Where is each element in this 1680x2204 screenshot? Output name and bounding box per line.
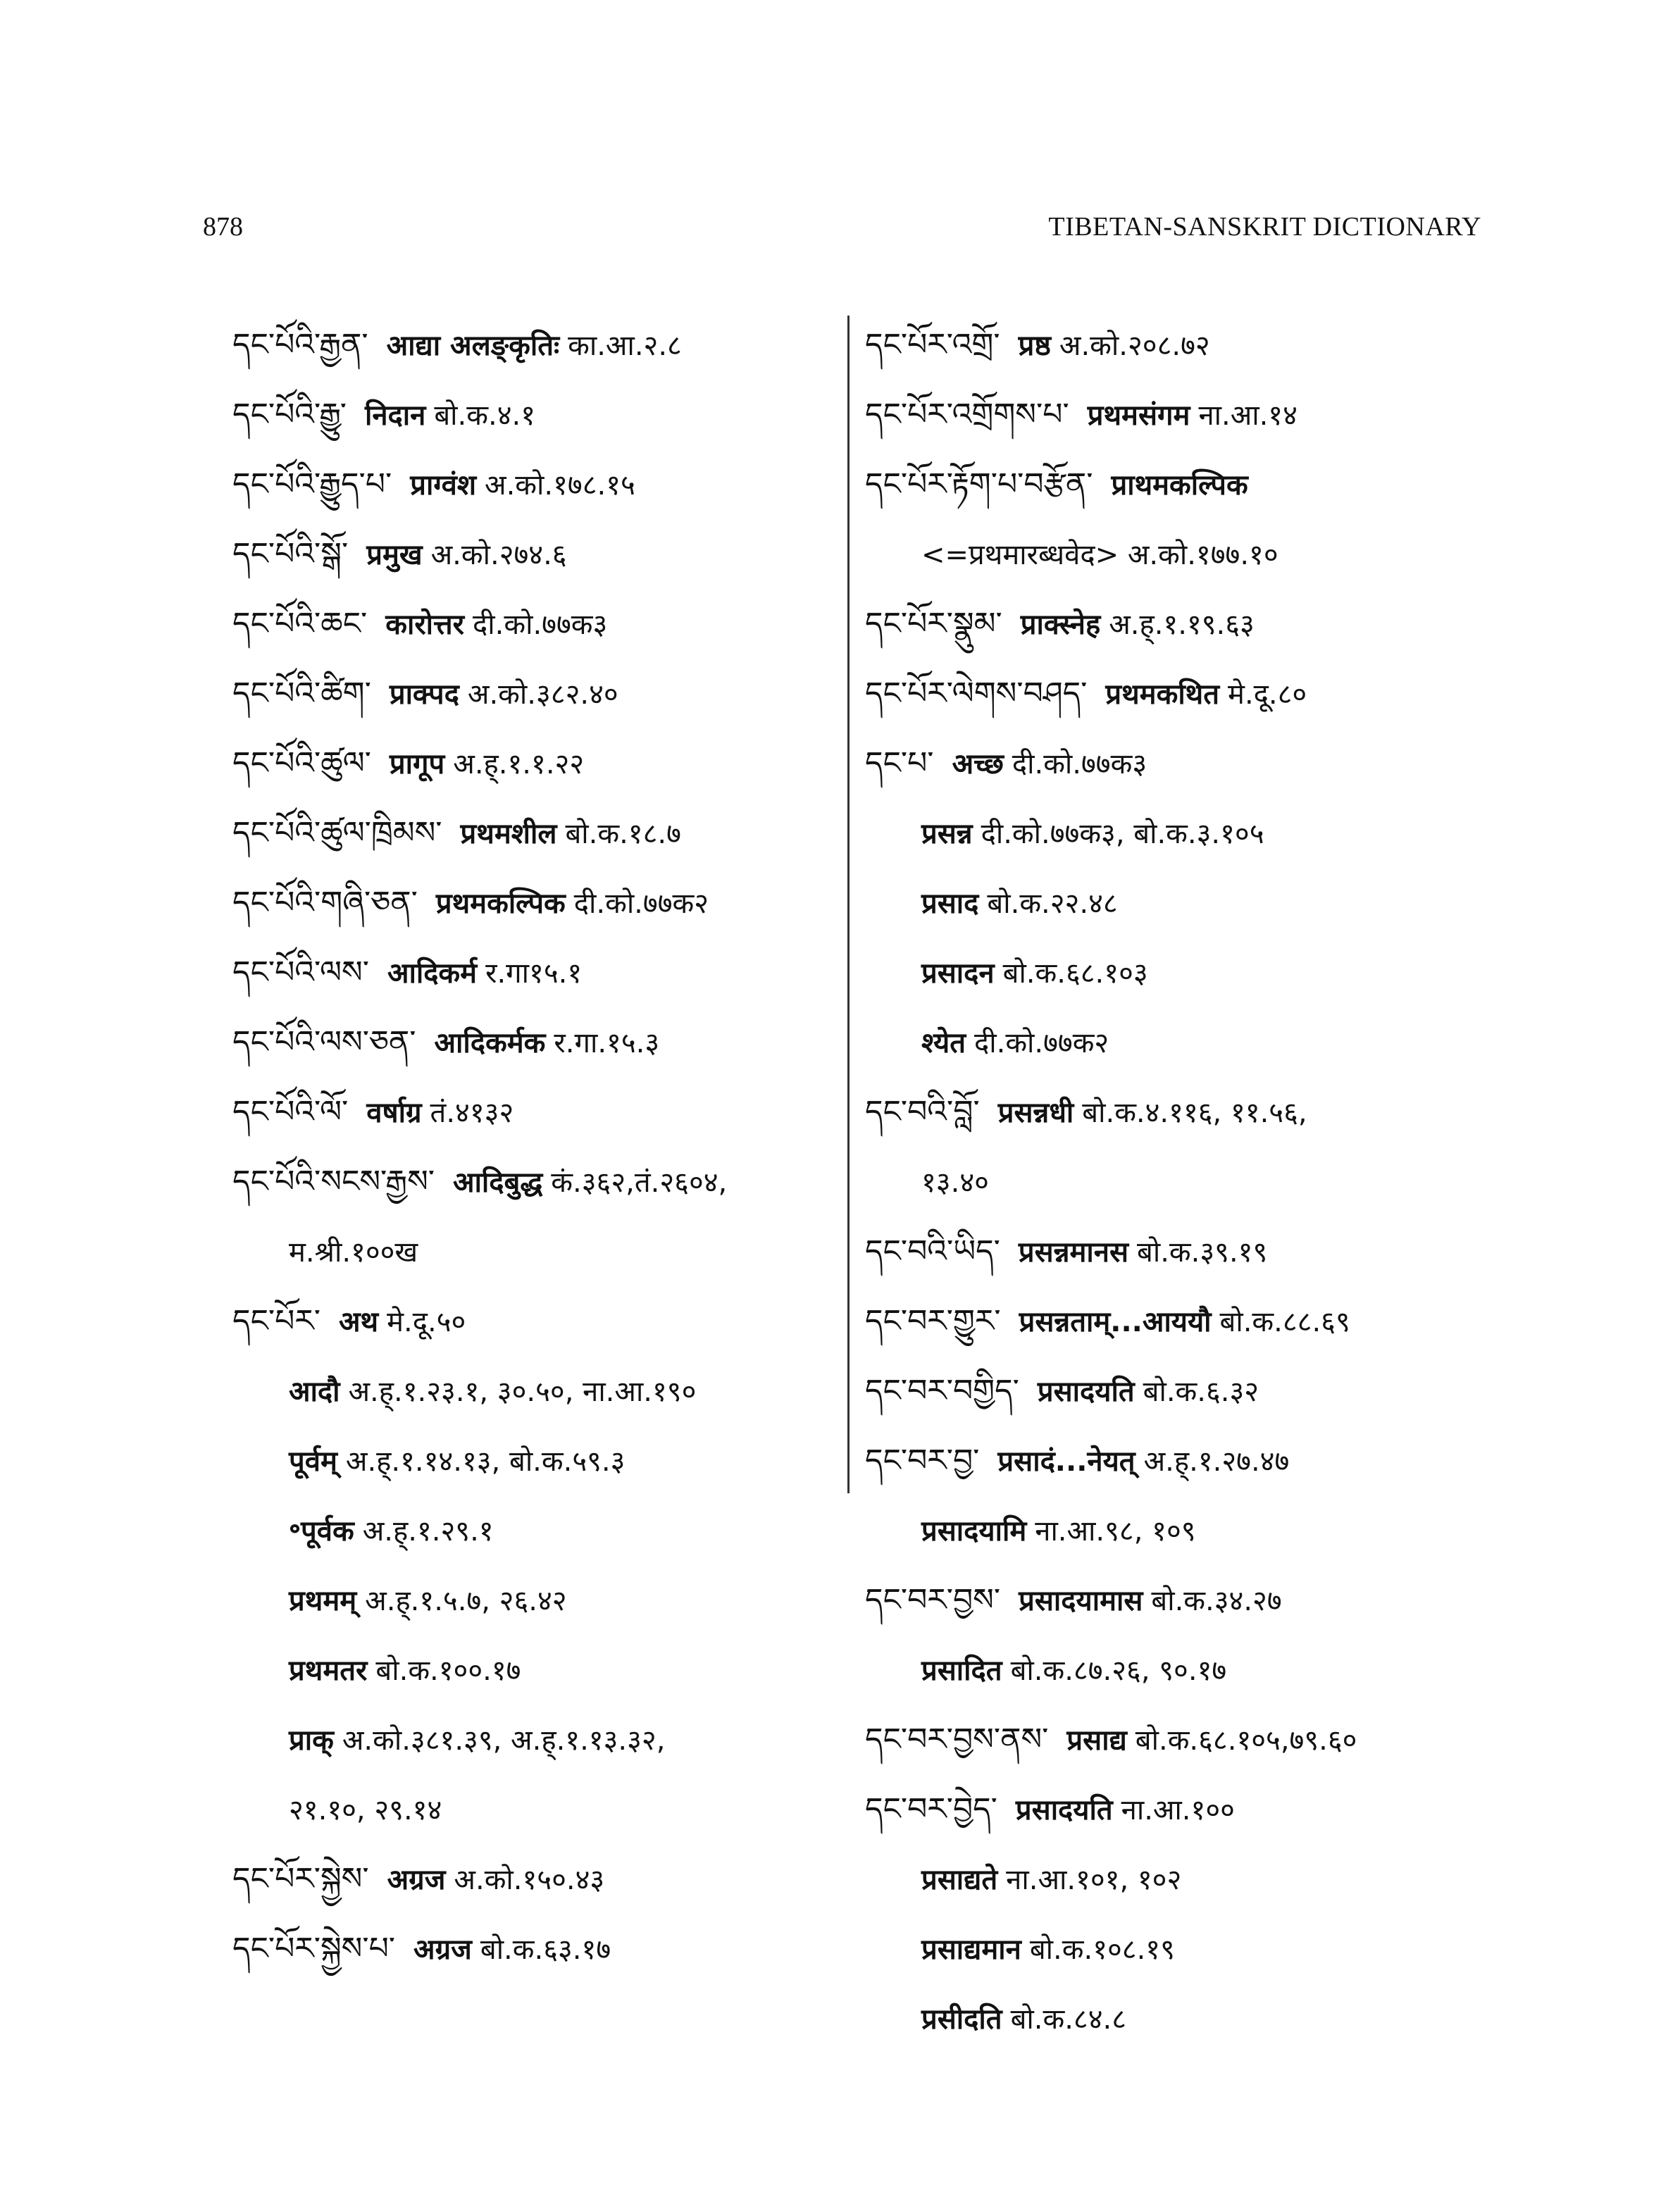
tibetan-headword: དང་བར་བྱེད་ bbox=[865, 1791, 997, 1827]
source-reference: २१.१०, २९.१४ bbox=[289, 1794, 442, 1826]
running-head: TIBETAN-SANSKRIT DICTIONARY bbox=[1048, 212, 1481, 242]
sanskrit-equivalent: प्रसन्नमानस bbox=[1018, 1236, 1129, 1269]
dictionary-entry bbox=[232, 1286, 838, 1356]
left-column bbox=[232, 310, 838, 1984]
source-reference: बो.क.६८.१०३ bbox=[1002, 957, 1148, 990]
sanskrit-equivalent: प्रसादयति bbox=[1015, 1794, 1113, 1826]
dictionary-entry bbox=[232, 310, 838, 380]
sanskrit-equivalent: अग्रज bbox=[413, 1934, 472, 1966]
tibetan-headword: དང་བར་བྱས་ནས་ bbox=[865, 1722, 1049, 1757]
dictionary-entry bbox=[232, 659, 838, 728]
sanskrit-equivalent: प्रसाद्यमान bbox=[921, 1934, 1021, 1966]
sanskrit-equivalent: प्रथमतर bbox=[289, 1655, 368, 1687]
source-reference: अ.को.३८२.४० bbox=[467, 678, 618, 711]
sanskrit-equivalent: प्राग्वंश bbox=[410, 469, 477, 502]
dictionary-entry bbox=[232, 938, 838, 1007]
dictionary-entry bbox=[865, 1565, 1485, 1635]
page-number: 878 bbox=[203, 212, 243, 242]
sanskrit-equivalent: प्रथमकल्पिक bbox=[435, 888, 566, 920]
dictionary-entry bbox=[865, 1774, 1485, 1844]
dictionary-entry bbox=[865, 380, 1485, 449]
dictionary-entry bbox=[232, 519, 838, 589]
tibetan-headword: དང་པོའི་ཚུལ་ཁྲིམས་ bbox=[232, 815, 442, 851]
entry-continuation bbox=[232, 1356, 838, 1426]
source-reference: मे.दू.५० bbox=[387, 1306, 466, 1338]
source-reference: ना.आ.१०० bbox=[1121, 1794, 1235, 1826]
sanskrit-equivalent: अच्छ bbox=[952, 748, 1004, 780]
sanskrit-equivalent: प्रसन्न bbox=[921, 818, 973, 850]
source-reference: अ.ह्.१.१४.१३, बो.क.५९.३ bbox=[345, 1445, 626, 1478]
tibetan-headword: དང་བའི་བློ་ bbox=[865, 1094, 980, 1130]
dictionary-entry bbox=[232, 589, 838, 659]
sanskrit-equivalent: आदिकर्मक bbox=[434, 1027, 546, 1059]
source-reference: ना.आ.१०१, १०२ bbox=[1006, 1864, 1182, 1896]
sanskrit-equivalent: आद्या अलङ्कृतिः bbox=[386, 330, 560, 362]
tibetan-headword: དང་པོར་སྐྱེས་ bbox=[232, 1861, 369, 1897]
sanskrit-equivalent: प्रसादित bbox=[921, 1655, 1002, 1687]
sanskrit-equivalent: आदिकर्म bbox=[387, 957, 478, 990]
tibetan-headword: དང་པོའི་རྒྱུ་ bbox=[232, 397, 347, 432]
entry-continuation bbox=[865, 1984, 1485, 2053]
source-reference: दी.को.७७क२ bbox=[974, 1027, 1109, 1059]
tibetan-headword: དང་པོའི་རྒྱུད་པ་ bbox=[232, 466, 392, 502]
tibetan-headword: དང་བར་བྱ་ bbox=[865, 1443, 980, 1478]
entry-continuation bbox=[232, 1495, 838, 1565]
sanskrit-equivalent: अथ bbox=[338, 1306, 379, 1338]
source-reference: म.श्री.१००ख bbox=[289, 1236, 418, 1269]
entry-continuation bbox=[865, 1007, 1485, 1077]
tibetan-headword: དང་པོར་འགྲོ་ bbox=[865, 327, 1000, 363]
source-reference: बो.क.६.३२ bbox=[1143, 1376, 1259, 1408]
tibetan-headword: དང་པོར་རྟོག་པ་བརྩོན་ bbox=[865, 466, 1093, 502]
sanskrit-equivalent: श्येत bbox=[921, 1027, 966, 1059]
sanskrit-equivalent: कारोत्तर bbox=[385, 609, 465, 641]
dictionary-entry bbox=[232, 728, 838, 798]
dictionary-entry bbox=[865, 1705, 1485, 1774]
source-reference: बो.क.१०८.१९ bbox=[1029, 1934, 1175, 1966]
sanskrit-equivalent: प्रसाद्यते bbox=[921, 1864, 998, 1896]
dictionary-entry bbox=[232, 449, 838, 519]
tibetan-headword: དང་པོའི་ལོ་ bbox=[232, 1094, 349, 1130]
entry-continuation bbox=[232, 1426, 838, 1495]
source-reference: बो.क.१००.१७ bbox=[375, 1655, 521, 1687]
sanskrit-equivalent: वर्षाग्र bbox=[366, 1097, 422, 1129]
tibetan-headword: དང་པོའི་སངས་རྒྱས་ bbox=[232, 1164, 435, 1200]
source-reference: कं.३६२,तं.२६०४, bbox=[551, 1166, 728, 1199]
sanskrit-equivalent: प्राथमकल्पिक bbox=[1111, 469, 1248, 502]
sanskrit-equivalent: प्राक्स्नेह bbox=[1020, 609, 1101, 641]
source-reference: का.आ.२.८ bbox=[568, 330, 682, 362]
tibetan-headword: དང་བར་བྱས་ bbox=[865, 1582, 1001, 1618]
tibetan-headword: དང་བའི་ཡིད་ bbox=[865, 1233, 1000, 1269]
tibetan-headword: དང་པོའི་རྒྱན་ bbox=[232, 327, 368, 363]
source-reference: बो.क.८४.८ bbox=[1010, 2003, 1127, 2036]
entry-continuation bbox=[865, 519, 1485, 589]
tibetan-headword: དང་པ་ bbox=[865, 745, 934, 781]
entry-continuation bbox=[865, 1914, 1485, 1984]
sanskrit-equivalent: प्रसाद bbox=[921, 888, 979, 920]
entry-continuation bbox=[232, 1565, 838, 1635]
entry-continuation bbox=[865, 1635, 1485, 1705]
dictionary-entry bbox=[865, 1356, 1485, 1426]
right-column bbox=[865, 310, 1485, 2053]
source-reference: दी.को.७७क३ bbox=[1012, 748, 1147, 780]
entry-continuation bbox=[865, 1495, 1485, 1565]
dictionary-entry bbox=[865, 589, 1485, 659]
source-reference: दी.को.७७क३ bbox=[473, 609, 608, 641]
source-reference: ना.आ.१४ bbox=[1198, 399, 1298, 432]
source-reference: अ.को.२७४.६ bbox=[430, 539, 567, 571]
source-reference: र.गा.१५.३ bbox=[554, 1027, 660, 1059]
sanskrit-equivalent: पूर्वम् bbox=[289, 1445, 337, 1478]
tibetan-headword: དང་བར་བགྱིད་ bbox=[865, 1373, 1019, 1409]
sanskrit-equivalent: आदिबुद्ध bbox=[453, 1166, 543, 1199]
tibetan-headword: དང་པོའི་གཞི་ཅན་ bbox=[232, 885, 418, 921]
sanskrit-equivalent: प्रष्ठ bbox=[1018, 330, 1051, 362]
source-reference: बो.क.२२.४८ bbox=[987, 888, 1118, 920]
source-reference: बो.क.४.११६, ११.५६, bbox=[1082, 1097, 1307, 1129]
sanskrit-equivalent: प्रसादयामास bbox=[1019, 1585, 1143, 1617]
source-reference: दी.को.७७क२ bbox=[573, 888, 709, 920]
dictionary-entry bbox=[232, 380, 838, 449]
tibetan-headword: དང་པོར་ལེགས་བཤད་ bbox=[865, 675, 1088, 711]
source-reference: बो.क.८७.२६, ९०.१७ bbox=[1010, 1655, 1227, 1687]
dictionary-entry bbox=[232, 1007, 838, 1077]
entry-continuation bbox=[232, 1705, 838, 1774]
entry-continuation bbox=[865, 868, 1485, 938]
dictionary-entry bbox=[865, 1216, 1485, 1286]
sanskrit-equivalent: प्रसादं...नेयत् bbox=[997, 1445, 1135, 1478]
source-reference: अ.ह्.१.१९.६३ bbox=[1109, 609, 1255, 641]
tibetan-headword: དང་པོའི་ལས་ bbox=[232, 954, 369, 990]
entry-continuation bbox=[232, 1635, 838, 1705]
sanskrit-equivalent: प्रथमशील bbox=[460, 818, 557, 850]
tibetan-headword: དང་པོར་སྐྱེས་པ་ bbox=[232, 1931, 396, 1967]
source-reference: अ.ह्.१.२९.१ bbox=[362, 1515, 494, 1548]
source-reference: अ.को.३८१.३९, अ.ह्.१.१३.३२, bbox=[342, 1724, 666, 1757]
tibetan-headword: དང་པོའི་ལས་ཅན་ bbox=[232, 1024, 416, 1060]
dictionary-entry bbox=[865, 1077, 1485, 1147]
source-reference: दी.को.७७क३, बो.क.३.१०५ bbox=[981, 818, 1264, 850]
entry-continuation bbox=[865, 798, 1485, 868]
dictionary-entry bbox=[865, 659, 1485, 728]
dictionary-entry bbox=[865, 1286, 1485, 1356]
sanskrit-equivalent: अग्रज bbox=[387, 1864, 446, 1896]
source-reference: अ.को.१७८.१५ bbox=[485, 469, 635, 502]
source-reference: बो.क.३९.१९ bbox=[1137, 1236, 1268, 1269]
entry-continuation bbox=[232, 1774, 838, 1844]
sanskrit-equivalent: प्रथमम् bbox=[289, 1585, 357, 1617]
source-reference: १३.४० bbox=[921, 1166, 989, 1199]
tibetan-headword: དང་པོར་ bbox=[232, 1303, 321, 1339]
tibetan-headword: དང་པོའི་སྒོ་ bbox=[232, 536, 349, 572]
sanskrit-equivalent: प्रसादन bbox=[921, 957, 995, 990]
sanskrit-equivalent: प्राक्पद bbox=[389, 678, 459, 711]
tibetan-headword: དང་པོར་འགྲོགས་པ་ bbox=[865, 397, 1069, 432]
sanskrit-equivalent: प्रथमसंगम bbox=[1087, 399, 1190, 432]
sanskrit-equivalent: निदान bbox=[364, 399, 426, 432]
sanskrit-equivalent: प्रसन्नधी bbox=[997, 1097, 1074, 1129]
source-reference: अ.को.२०८.७२ bbox=[1059, 330, 1210, 362]
sanskrit-equivalent: प्रमुख bbox=[366, 539, 423, 571]
source-reference: बो.क.१८.७ bbox=[565, 818, 681, 850]
source-reference: बो.क.८८.६९ bbox=[1219, 1306, 1350, 1338]
tibetan-headword: དང་པོའི་ཚུལ་ bbox=[232, 745, 371, 781]
source-reference: तं.४१३२ bbox=[430, 1097, 514, 1129]
tibetan-headword: དང་པོའི་ཆང་ bbox=[232, 606, 368, 642]
source-reference: बो.क.६८.१०५,७९.६० bbox=[1135, 1724, 1357, 1757]
entry-continuation bbox=[865, 1844, 1485, 1914]
dictionary-entry bbox=[232, 1914, 838, 1984]
dictionary-entry bbox=[232, 1077, 838, 1147]
source-reference: अ.ह्.१.५.७, २६.४२ bbox=[365, 1585, 567, 1617]
sanskrit-equivalent: प्रसादयति bbox=[1037, 1376, 1135, 1408]
sanskrit-equivalent: प्रसाद्य bbox=[1066, 1724, 1127, 1757]
tibetan-headword: དང་བར་གྱུར་ bbox=[865, 1303, 1001, 1339]
dictionary-entry bbox=[232, 868, 838, 938]
sanskrit-equivalent: आदौ bbox=[289, 1376, 340, 1408]
source-reference: अ.ह्.१.२३.१, ३०.५०, ना.आ.१९० bbox=[348, 1376, 697, 1408]
sanskrit-equivalent: प्रसन्नताम्...आययौ bbox=[1019, 1306, 1212, 1338]
dictionary-entry bbox=[232, 1147, 838, 1216]
column-divider bbox=[847, 316, 850, 1493]
entry-continuation bbox=[232, 1216, 838, 1286]
source-reference: <=प्रथमारब्धवेद> अ.को.१७७.१० bbox=[921, 539, 1278, 571]
sanskrit-equivalent: ॰पूर्वक bbox=[289, 1515, 354, 1548]
dictionary-entry bbox=[865, 1426, 1485, 1495]
source-reference: र.गा१५.१ bbox=[485, 957, 583, 990]
source-reference: अ.ह्.१.२७.४७ bbox=[1143, 1445, 1290, 1478]
sanskrit-equivalent: प्राक् bbox=[289, 1724, 334, 1757]
dictionary-entry bbox=[232, 1844, 838, 1914]
source-reference: बो.क.६३.१७ bbox=[480, 1934, 611, 1966]
source-reference: अ.ह्.१.१.२२ bbox=[453, 748, 585, 780]
source-reference: मे.दू.८० bbox=[1228, 678, 1307, 711]
source-reference: अ.को.१५०.४३ bbox=[454, 1864, 605, 1896]
source-reference: ना.आ.९८, १०९ bbox=[1035, 1515, 1196, 1548]
tibetan-headword: དང་པོར་སྣུམ་ bbox=[865, 606, 1002, 642]
tibetan-headword: དང་པོའི་ཚིག་ bbox=[232, 675, 371, 711]
sanskrit-equivalent: प्रागूप bbox=[389, 748, 445, 780]
sanskrit-equivalent: प्रसीदति bbox=[921, 2003, 1002, 2036]
dictionary-entry bbox=[865, 310, 1485, 380]
dictionary-entry bbox=[865, 728, 1485, 798]
entry-continuation bbox=[865, 938, 1485, 1007]
dictionary-entry bbox=[232, 798, 838, 868]
sanskrit-equivalent: प्रसादयामि bbox=[921, 1515, 1027, 1548]
dictionary-entry bbox=[865, 449, 1485, 519]
source-reference: बो.क.४.१ bbox=[434, 399, 536, 432]
source-reference: बो.क.३४.२७ bbox=[1151, 1585, 1282, 1617]
sanskrit-equivalent: प्रथमकथित bbox=[1105, 678, 1220, 711]
entry-continuation bbox=[865, 1147, 1485, 1216]
